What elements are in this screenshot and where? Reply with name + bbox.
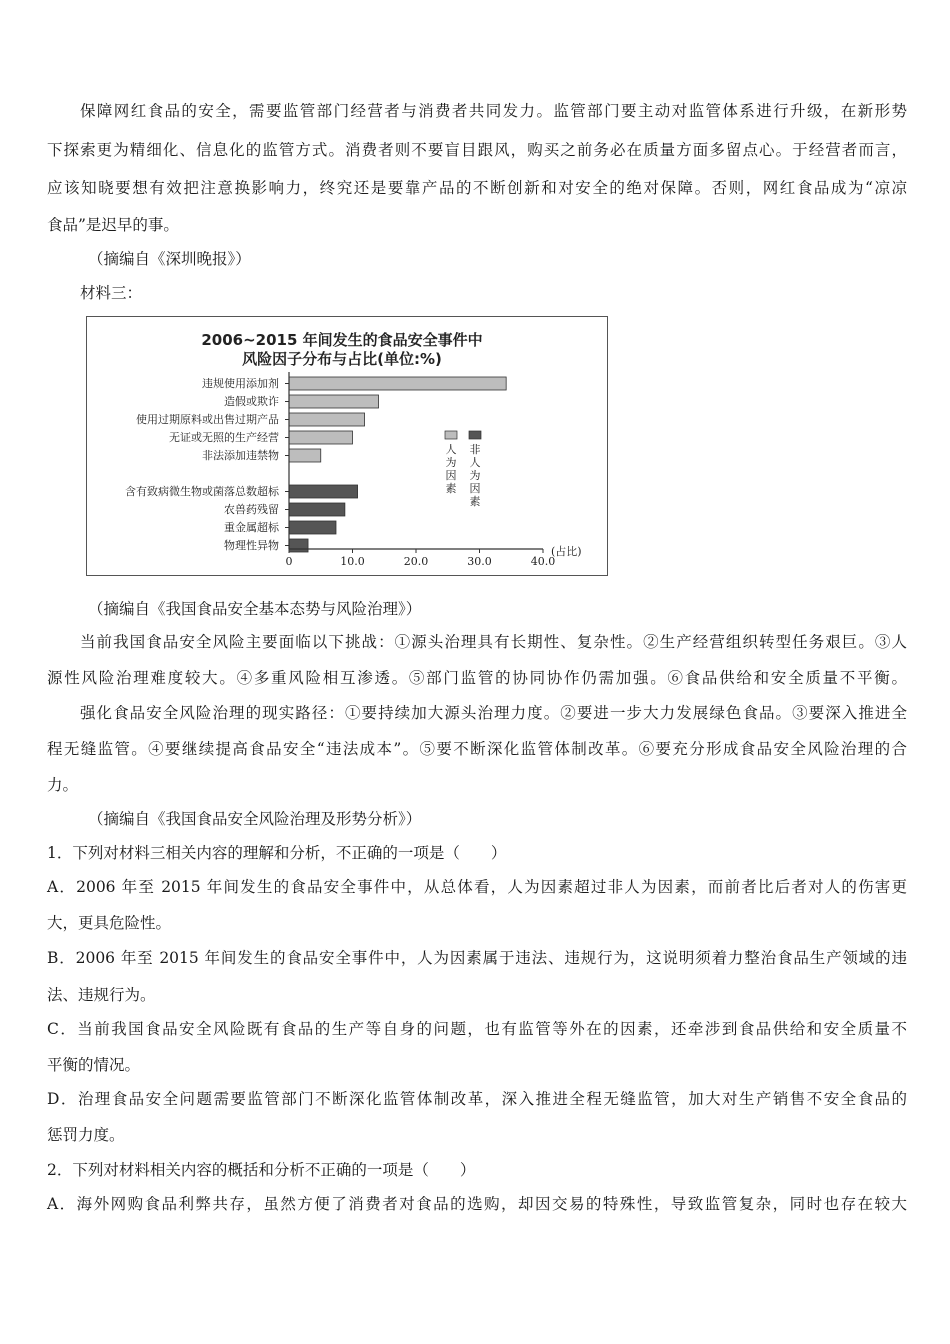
paragraph-line: 当前我国食品安全风险主要面临以下挑战：①源头治理具有长期性、复杂性。②生产经营组织转型任务艰巨。③人 [80, 633, 907, 651]
paragraph-line: 源性风险治理难度较大。④多重风险相互渗透。⑤部门监管的协同协作仍需加强。⑥食品供给和安全质量不平衡。 [47, 669, 907, 687]
option-a: A．2006 年至 2015 年间发生的食品安全事件中，从总体看，人为因素超过非人为因素，而前者比后者对人的伤害更 [47, 878, 907, 896]
option-d-continued: 惩罚力度。 [47, 1126, 125, 1144]
question-stem: 2．下列对材料相关内容的概括和分析不正确的一项是（ ） [47, 1161, 476, 1179]
option-a-continued: 大，更具危险性。 [47, 914, 172, 932]
category-label: 重金属超标 [224, 521, 279, 534]
legend-label: 人为因素 [445, 443, 457, 495]
chart-canvas [87, 317, 607, 575]
paragraph-line: 食品”是迟早的事。 [47, 216, 179, 234]
option-b: B．2006 年至 2015 年间发生的食品安全事件中，人为因素属于违法、违规行为，这说明须着力整治食品生产领域的违 [47, 949, 907, 967]
chart-bar [289, 395, 379, 408]
option-c-continued: 平衡的情况。 [47, 1056, 141, 1074]
category-label: 造假或欺诈 [224, 395, 279, 408]
source-citation: （摘编自《深圳晚报》） [88, 250, 251, 268]
chart-title-line-1: 2006~2015 年间发生的食品安全事件中 [201, 331, 483, 349]
chart-bar [289, 431, 353, 444]
category-label: 农兽药残留 [224, 503, 279, 516]
paragraph-line: 下探索更为精细化、信息化的监管方式。消费者则不要盲目跟风，购买之前务必在质量方面多留点心。于经营者而言， [47, 141, 907, 159]
chart-bar [289, 377, 506, 390]
legend-swatch [445, 431, 457, 439]
chart-bar [289, 485, 358, 498]
category-label: 物理性异物 [224, 539, 279, 552]
option-d: D．治理食品安全问题需要监管部门不断深化监管体制改革，深入推进全程无缝监管，加大对生产销售不安全食品的 [47, 1090, 907, 1108]
category-label: 使用过期原料或出售过期产品 [136, 413, 279, 426]
legend-swatch [469, 431, 481, 439]
material-label: 材料三： [80, 284, 143, 302]
legend-label: 非人为因素 [469, 443, 481, 508]
x-tick-label: 10.0 [340, 555, 365, 568]
paragraph-line: 程无缝监管。④要继续提高食品安全“违法成本”。⑤要不断深化监管体制改革。⑥要充分形成食品安全风险治理的合 [47, 740, 907, 758]
chart-title-line-2: 风险因子分布与占比(单位:%) [242, 350, 442, 368]
category-label: 非法添加违禁物 [202, 449, 279, 462]
option-c: C．当前我国食品安全风险既有食品的生产等自身的问题，也有监管等外在的因素，还牵涉到食品供给和安全质量不 [47, 1020, 907, 1038]
x-tick-label: 0 [285, 555, 293, 568]
chart-bar [289, 521, 336, 534]
category-label: 违规使用添加剂 [202, 377, 279, 390]
paragraph-line: 力。 [47, 776, 79, 794]
category-label: 含有致病微生物或菌落总数超标 [125, 485, 279, 498]
x-tick-label: 20.0 [403, 555, 429, 568]
risk-factor-chart [86, 316, 608, 576]
chart-bar [289, 413, 365, 426]
option-a: A．海外网购食品利弊共存，虽然方便了消费者对食品的选购，却因交易的特殊性，导致监管复杂，同时也存在较大 [47, 1195, 907, 1213]
question-stem: 1．下列对材料三相关内容的理解和分析，不正确的一项是（ ） [47, 844, 507, 862]
x-axis-label: (占比) [551, 545, 582, 558]
option-b-continued: 法、违规行为。 [47, 986, 156, 1004]
source-citation: （摘编自《我国食品安全风险治理及形势分析》） [88, 810, 422, 828]
source-citation: （摘编自《我国食品安全基本态势与风险治理》） [88, 600, 422, 618]
chart-bar [289, 539, 308, 552]
chart-bar [289, 449, 321, 462]
paragraph-line: 保障网红食品的安全，需要监管部门经营者与消费者共同发力。监管部门要主动对监管体系进行升级，在新形势 [80, 102, 907, 120]
chart-bar [289, 503, 345, 516]
category-label: 无证或无照的生产经营 [169, 431, 279, 444]
x-tick-label: 30.0 [467, 555, 492, 568]
paragraph-line: 强化食品安全风险治理的现实路径：①要持续加大源头治理力度。②要进一步大力发展绿色食品。③要深入推进全 [80, 704, 907, 722]
x-tick-label: 40.0 [530, 555, 556, 568]
paragraph-line: 应该知晓要想有效把注意换影响力，终究还是要靠产品的不断创新和对安全的绝对保障。否则，网红食品成为“凉凉 [47, 179, 907, 197]
